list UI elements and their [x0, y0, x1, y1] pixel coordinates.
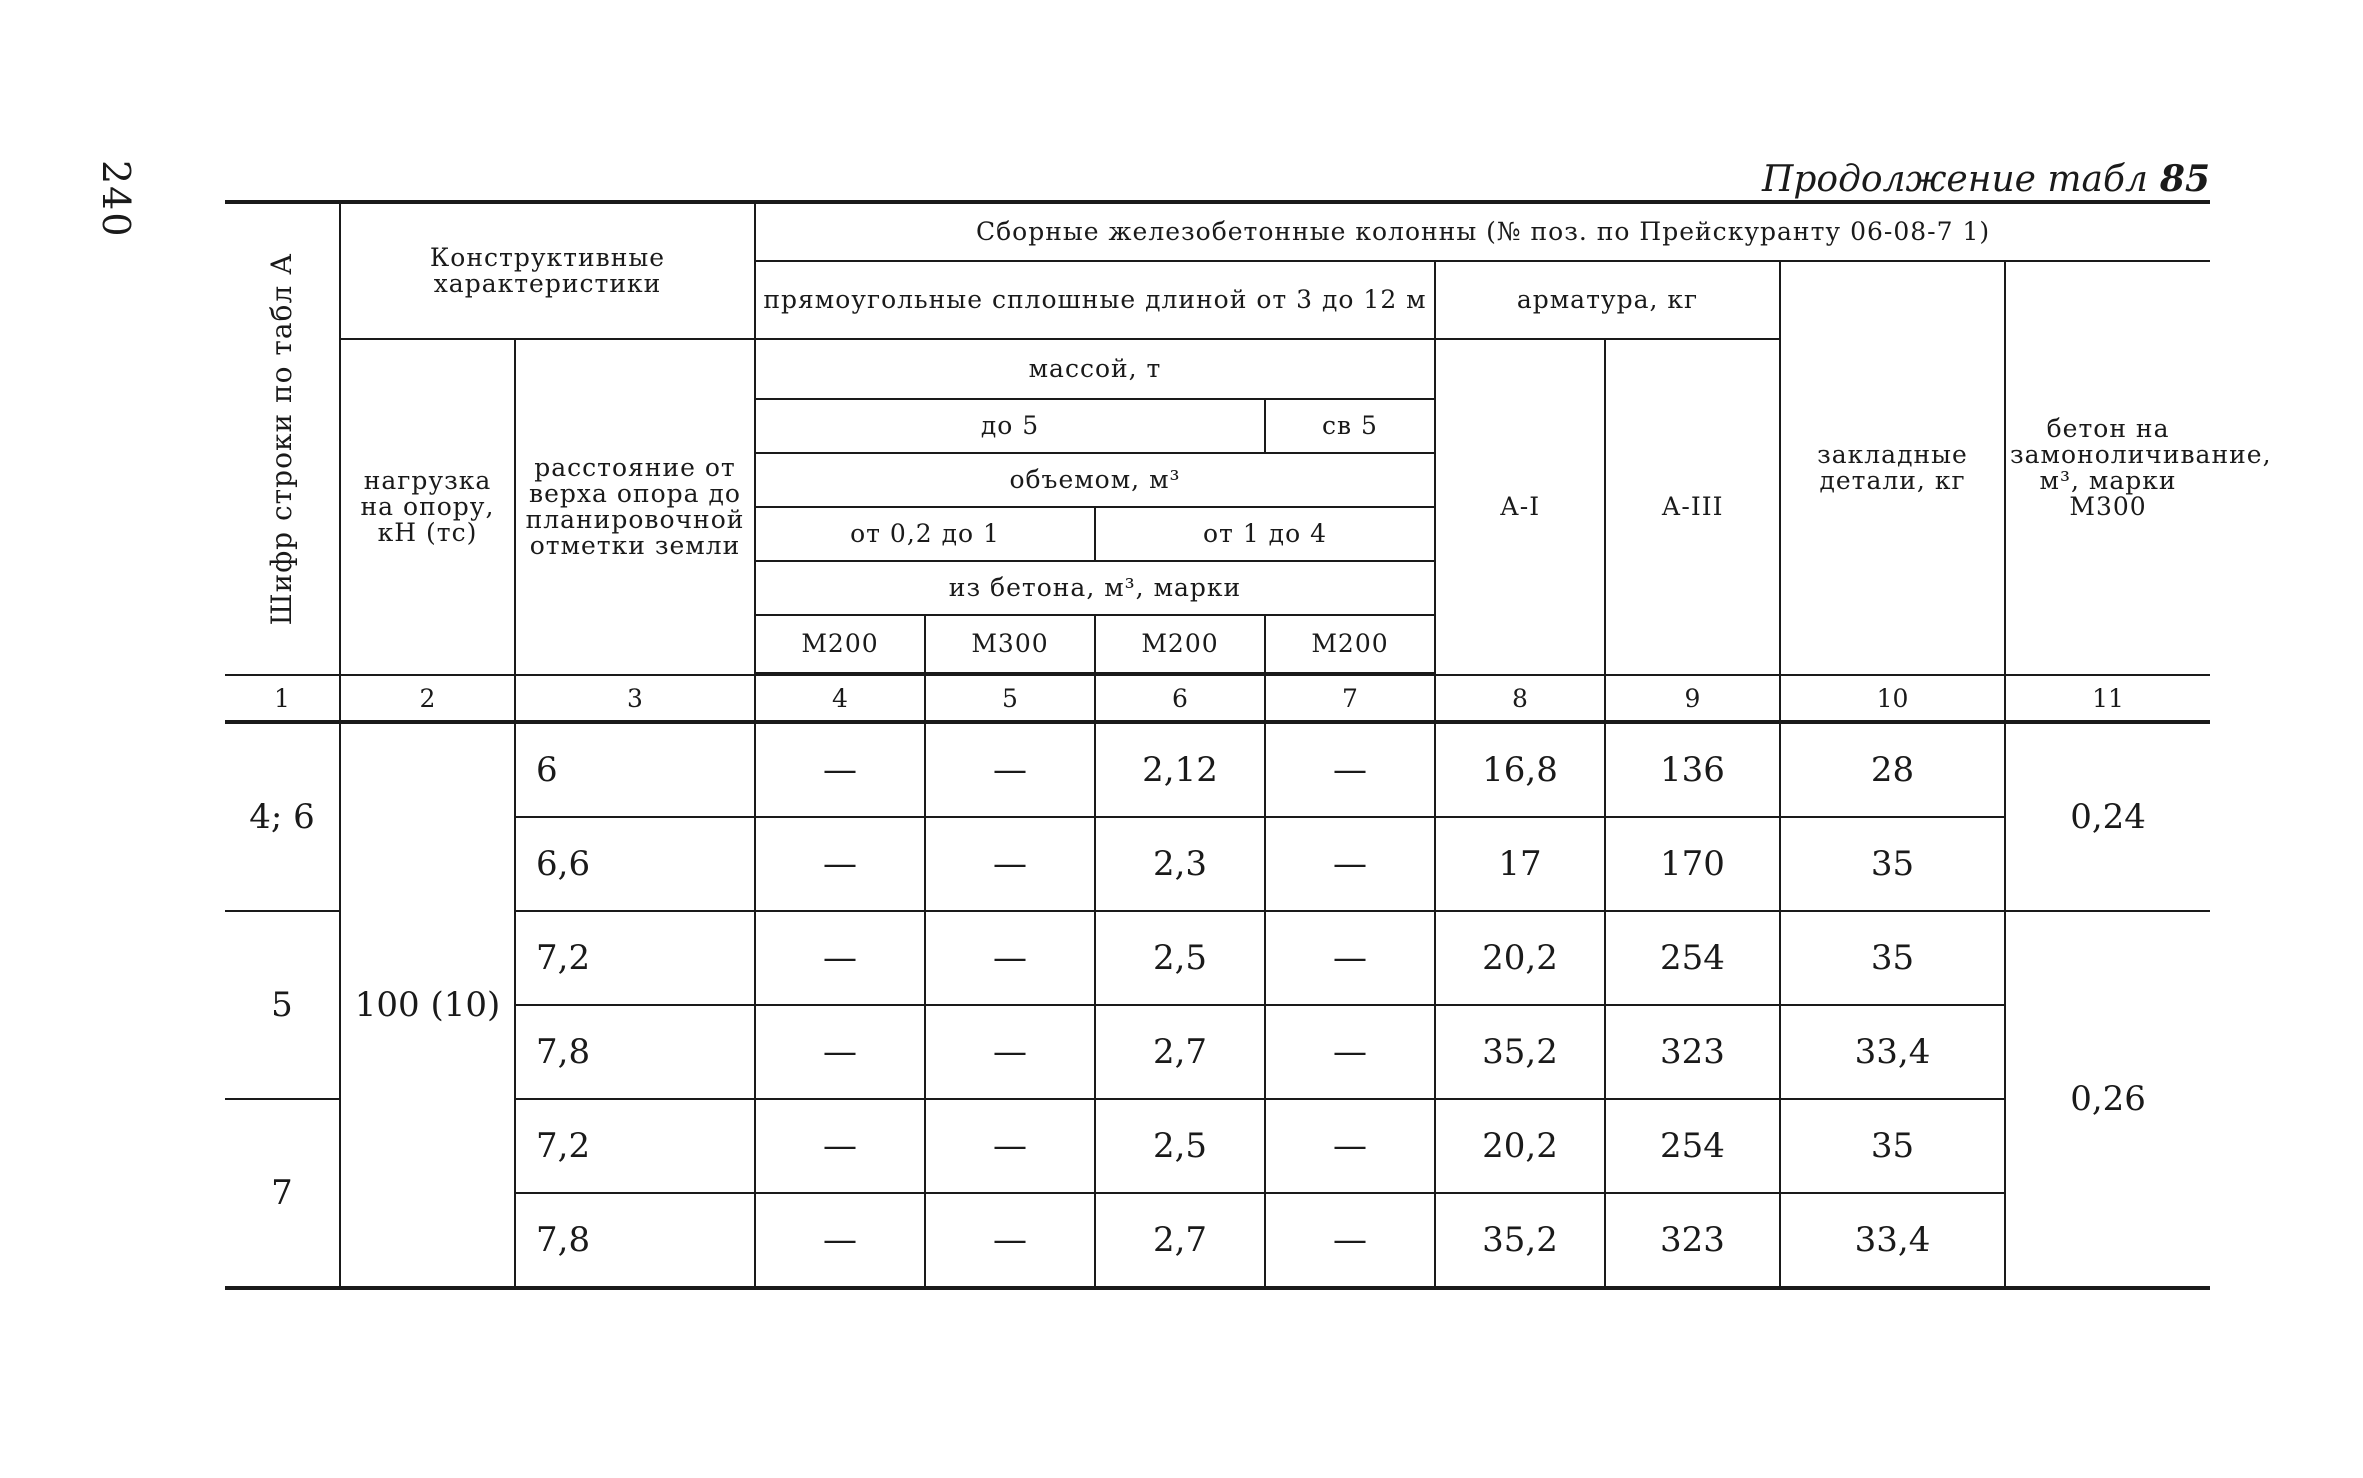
rebar-a3-value: 254: [1605, 911, 1780, 1005]
page-number: 240: [94, 160, 138, 239]
row-code-label: Шифр строки по табл А: [265, 252, 298, 626]
column-number: 1: [225, 675, 340, 722]
cell-value: —: [755, 911, 925, 1005]
cell-value: —: [925, 722, 1095, 817]
grade-header: М300: [925, 615, 1095, 673]
continuation-label: Продолжение табл: [1761, 159, 2148, 200]
embedded-value: 28: [1780, 722, 2005, 817]
monolith-value: 0,24: [2005, 722, 2210, 911]
distance-header: расстояние от верха опора до планировочной отметки земли: [515, 339, 755, 675]
cell-value: —: [925, 911, 1095, 1005]
rebar-a1-value: 35,2: [1435, 1193, 1605, 1288]
table-row: [225, 817, 2210, 911]
table-row: [225, 1193, 2210, 1288]
column-number: 10: [1780, 675, 2005, 722]
rebar-a1-value: 17: [1435, 817, 1605, 911]
cell-value: —: [1265, 1005, 1435, 1099]
distance-value: 7,2: [515, 911, 755, 1005]
volume-a-header: от 0,2 до 1: [755, 507, 1095, 561]
embedded-value: 35: [1780, 1099, 2005, 1193]
mass-header: массой, т: [755, 339, 1435, 399]
rebar-a3-value: 254: [1605, 1099, 1780, 1193]
table-row: [225, 722, 2210, 817]
column-number: 8: [1435, 675, 1605, 722]
cell-value: —: [1265, 911, 1435, 1005]
cell-value: 2,7: [1095, 1193, 1265, 1288]
cell-value: —: [1265, 1193, 1435, 1288]
embedded-header: закладные детали, кг: [1780, 261, 2005, 675]
rebar-a1-header: А-I: [1435, 339, 1605, 675]
column-number: 6: [1095, 675, 1265, 722]
rebar-a1-value: 20,2: [1435, 1099, 1605, 1193]
table-number: 85: [2159, 158, 2210, 200]
rebar-a3-value: 323: [1605, 1193, 1780, 1288]
distance-value: 6,6: [515, 817, 755, 911]
rebar-a3-header: А-III: [1605, 339, 1780, 675]
load-header: нагрузка на опору, кН (тс): [340, 339, 515, 675]
mass-over5-header: св 5: [1265, 399, 1435, 453]
cell-value: —: [755, 1099, 925, 1193]
rebar-a1-value: 16,8: [1435, 722, 1605, 817]
grade-header: М200: [1265, 615, 1435, 673]
rebar-a3-value: 136: [1605, 722, 1780, 817]
cell-value: 2,5: [1095, 1099, 1265, 1193]
cell-value: —: [925, 1193, 1095, 1288]
prefab-header: Сборные железобетонные колонны (№ поз. по Прейскуранту 06-08-7 1): [755, 202, 2210, 261]
volume-b-header: от 1 до 4: [1095, 507, 1435, 561]
rebar-a3-value: 170: [1605, 817, 1780, 911]
load-value: 100 (10): [340, 722, 515, 1288]
cell-value: —: [755, 1005, 925, 1099]
cell-value: 2,5: [1095, 911, 1265, 1005]
column-number: 11: [2005, 675, 2210, 722]
row-code: 4; 6: [225, 722, 340, 911]
column-number: 3: [515, 675, 755, 722]
row-code: 5: [225, 911, 340, 1099]
rectangular-header: прямоугольные сплошные длиной от 3 до 12 м: [755, 261, 1435, 339]
column-number: 7: [1265, 675, 1435, 722]
cell-value: —: [755, 1193, 925, 1288]
cell-value: 2,12: [1095, 722, 1265, 817]
rebar-a3-value: 323: [1605, 1005, 1780, 1099]
table-row: [225, 1099, 2210, 1193]
rebar-a1-value: 20,2: [1435, 911, 1605, 1005]
column-number: 5: [925, 675, 1095, 722]
rebar-header: арматура, кг: [1435, 261, 1780, 339]
embedded-value: 35: [1780, 817, 2005, 911]
table-continuation-caption: [1762, 158, 2210, 200]
cell-value: 2,3: [1095, 817, 1265, 911]
distance-value: 7,2: [515, 1099, 755, 1193]
concrete-grade-header: из бетона, м³, марки: [755, 561, 1435, 615]
cell-value: —: [755, 817, 925, 911]
distance-value: 7,8: [515, 1005, 755, 1099]
row-code-header: [225, 202, 340, 675]
column-number: 2: [340, 675, 515, 722]
monolith-value: 0,26: [2005, 911, 2210, 1288]
column-number: 4: [755, 675, 925, 722]
grade-header: М200: [1095, 615, 1265, 673]
embedded-value: 33,4: [1780, 1193, 2005, 1288]
cell-value: —: [925, 1099, 1095, 1193]
mass-upto5-header: до 5: [755, 399, 1265, 453]
cell-value: —: [1265, 1099, 1435, 1193]
distance-value: 6: [515, 722, 755, 817]
cell-value: 2,7: [1095, 1005, 1265, 1099]
monolith-header: бетон на замоноличивание, м³, марки М300: [2005, 261, 2210, 675]
volume-header: объемом, м³: [755, 453, 1435, 507]
cell-value: —: [1265, 817, 1435, 911]
constructive-header: Конструктивные характеристики: [340, 202, 755, 339]
cell-value: —: [925, 1005, 1095, 1099]
row-code: 7: [225, 1099, 340, 1288]
column-number: 9: [1605, 675, 1780, 722]
embedded-value: 35: [1780, 911, 2005, 1005]
embedded-value: 33,4: [1780, 1005, 2005, 1099]
grade-header: М200: [755, 615, 925, 673]
estimate-table: [225, 200, 2272, 1290]
table-row: [225, 1005, 2210, 1099]
rebar-a1-value: 35,2: [1435, 1005, 1605, 1099]
cell-value: —: [925, 817, 1095, 911]
cell-value: —: [755, 722, 925, 817]
distance-value: 7,8: [515, 1193, 755, 1288]
cell-value: —: [1265, 722, 1435, 817]
table-row: [225, 911, 2210, 1005]
